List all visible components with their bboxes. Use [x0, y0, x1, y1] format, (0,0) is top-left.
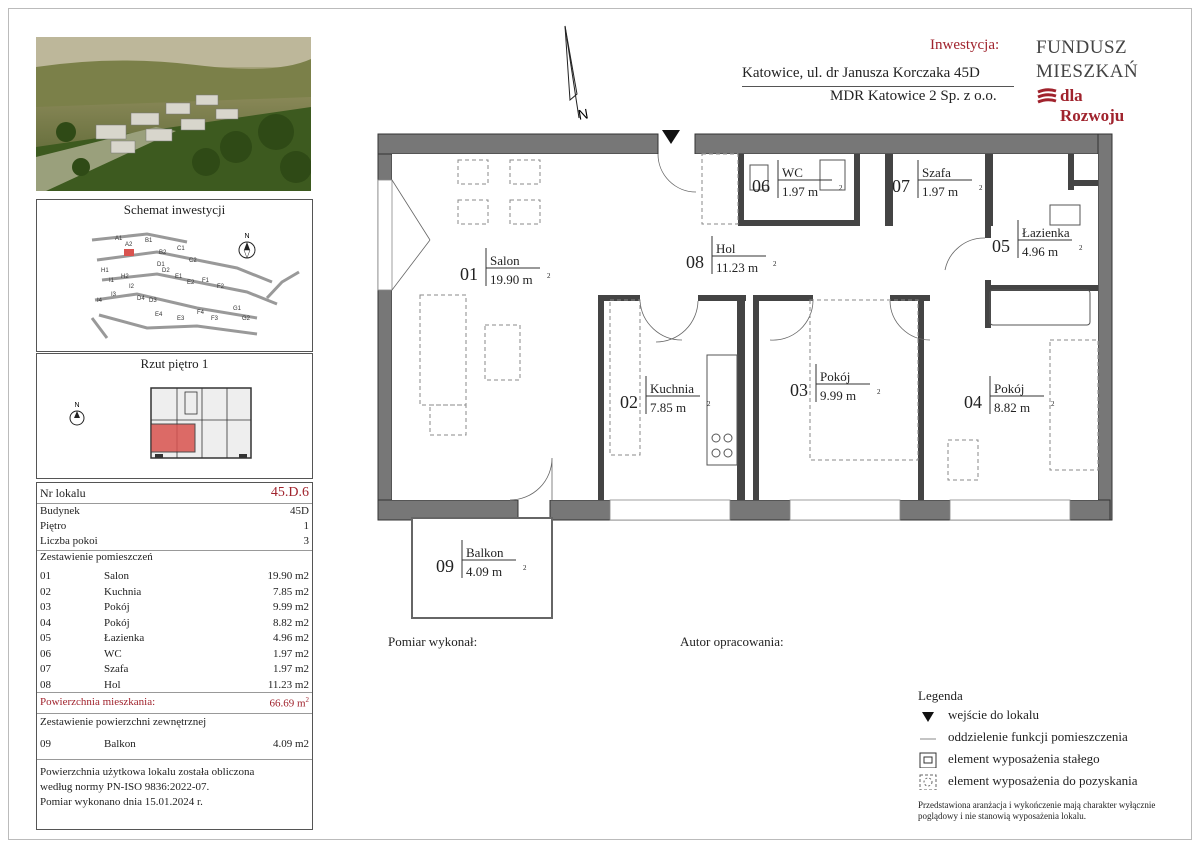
scheme-building-label: G2: [242, 316, 251, 322]
scheme-building-label: E1: [175, 274, 183, 280]
svg-text:Łazienka: Łazienka: [1022, 225, 1070, 240]
disclaimer-line-1: Przedstawiona aranżacja i wykończenie mają charakter wyłącznie: [918, 800, 1156, 810]
svg-text:2: 2: [523, 564, 527, 572]
unit-value: 45.D.6: [270, 485, 309, 500]
scheme-building-label: E3: [177, 316, 185, 322]
scheme-building-label: F3: [211, 316, 219, 322]
scheme-building-label: B1: [145, 238, 153, 244]
floor-title: Rzut piętro 1: [140, 356, 209, 371]
north-arrow-icon: [548, 22, 598, 126]
total-area-label: Powierzchnia mieszkania:: [40, 696, 156, 708]
legend: [918, 688, 1168, 822]
entrance-triangle-icon: [918, 708, 938, 724]
rooms-count-label: Liczba pokoi: [40, 535, 98, 547]
author-label: Autor opracowania:: [680, 634, 784, 649]
ext-room-row: 09 Balkon 4.09 m2: [40, 738, 309, 750]
scheme-building-label: H2: [121, 274, 129, 280]
svg-text:N: N: [74, 402, 80, 409]
apartment-floor-plan: [370, 120, 1120, 630]
floor-value: 1: [303, 520, 309, 532]
legend-item-divider: oddzielenie funkcji pomieszczenia: [918, 728, 1168, 750]
investment-scheme-panel: [36, 199, 313, 352]
investment-company: MDR Katowice 2 Sp. z o.o.: [830, 88, 997, 104]
logo-stripes-icon: [1036, 88, 1058, 104]
svg-text:1.97 m: 1.97 m: [922, 184, 959, 199]
scheme-building-label: I4: [97, 298, 103, 304]
floor-north-arrow-icon: [70, 402, 84, 425]
scheme-building-label: I2: [129, 284, 135, 290]
svg-text:2: 2: [877, 388, 881, 396]
svg-text:9.99 m: 9.99 m: [820, 388, 857, 403]
floor-key-plan: [37, 374, 312, 478]
svg-text:03: 03: [790, 380, 808, 400]
svg-text:2: 2: [1079, 244, 1083, 252]
svg-text:8.82 m: 8.82 m: [994, 400, 1031, 415]
optional-equipment-icon: [918, 774, 938, 790]
svg-text:2: 2: [773, 260, 777, 268]
measured-by-label: Pomiar wykonał:: [388, 634, 478, 649]
room-row: 04 Pokój 8.82 m2: [40, 616, 309, 629]
scheme-building-label: F1: [202, 278, 210, 284]
rooms-count-value: 3: [303, 535, 309, 547]
scheme-building-label: E2: [187, 280, 195, 286]
function-divider-line-icon: [918, 730, 938, 746]
scheme-north-arrow-icon: [239, 233, 255, 258]
note-line-2: według normy PN-ISO 9836:2022-07.: [40, 781, 210, 793]
svg-text:02: 02: [620, 392, 638, 412]
investment-address: Katowice, ul. dr Janusza Korczaka 45D: [742, 65, 980, 81]
svg-text:07: 07: [892, 176, 910, 196]
scheme-building-label: I3: [111, 292, 117, 298]
disclaimer-line-2: poglądowy i nie stanowią wyposażenia lokalu.: [918, 811, 1086, 821]
svg-text:2: 2: [547, 272, 551, 280]
legend-item-entrance: wejście do lokalu: [918, 706, 1168, 728]
svg-text:4.09 m: 4.09 m: [466, 564, 503, 579]
legend-item-optional: element wyposażenia do pozyskania: [918, 772, 1168, 794]
aerial-render-image: [36, 37, 311, 191]
note-line-1: Powierzchnia użytkowa lokalu została obliczona: [40, 766, 255, 778]
svg-text:19.90 m: 19.90 m: [490, 272, 533, 287]
room-row: 08 Hol 11.23 m2: [40, 678, 309, 691]
svg-text:09: 09: [436, 556, 454, 576]
north-label: N: [576, 105, 590, 123]
legend-item-fixed: element wyposażenia stałego: [918, 750, 1168, 772]
scheme-building-label: E4: [155, 312, 163, 318]
room-row: 06 WC 1.97 m2: [40, 647, 309, 660]
unit-info-table: [36, 482, 313, 830]
fundusz-logo: FUNDUSZ MIESZKAŃ dla Rozwoju: [1036, 37, 1139, 125]
room-row: 05 Łazienka 4.96 m2: [40, 632, 309, 644]
floor-plan-panel: [36, 353, 313, 479]
scheme-building-label: A2: [125, 242, 133, 248]
svg-text:11.23 m: 11.23 m: [716, 260, 759, 275]
scheme-building-label: D3: [149, 298, 157, 304]
svg-text:08: 08: [686, 252, 704, 272]
svg-text:Pokój: Pokój: [820, 369, 851, 384]
scheme-building-label: D2: [162, 268, 170, 274]
ext-heading: Zestawienie powierzchni zewnętrznej: [40, 716, 207, 728]
room-row: 02 Kuchnia 7.85 m2: [40, 585, 309, 598]
svg-text:Hol: Hol: [716, 241, 736, 256]
svg-text:WC: WC: [782, 165, 803, 180]
floor-label: Piętro: [40, 520, 67, 532]
svg-text:N: N: [244, 233, 250, 240]
legend-title: Legenda: [918, 688, 963, 703]
svg-text:4.96 m: 4.96 m: [1022, 244, 1059, 259]
svg-text:2: 2: [979, 184, 983, 192]
svg-text:06: 06: [752, 176, 770, 196]
total-area-value: 66.69 $m^2$: [269, 696, 309, 710]
scheme-building-label: D1: [157, 262, 165, 268]
rooms-heading: Zestawienie pomieszczeń: [40, 551, 153, 563]
svg-text:05: 05: [992, 236, 1010, 256]
scheme-building-label: H1: [101, 268, 109, 274]
svg-text:04: 04: [964, 392, 982, 412]
building-label: Budynek: [40, 505, 80, 517]
svg-text:2: 2: [839, 184, 843, 192]
scheme-building-label: G1: [233, 306, 242, 312]
svg-text:Pokój: Pokój: [994, 381, 1025, 396]
building-value: 45D: [290, 505, 309, 517]
scheme-building-label: B2: [159, 250, 167, 256]
note-line-3: Pomiar wykonano dnia 15.01.2024 r.: [40, 796, 203, 808]
site-scheme-map: [37, 220, 312, 350]
scheme-building-label: F2: [217, 284, 225, 290]
scheme-building-label: I1: [109, 278, 115, 284]
scheme-building-label: A1: [115, 236, 123, 242]
room-row: 01 Salon 19.90 m2: [40, 570, 309, 582]
fixed-equipment-icon: [918, 752, 938, 768]
svg-text:01: 01: [460, 264, 478, 284]
scheme-building-label: D4: [137, 296, 145, 302]
scheme-building-label: C2: [189, 258, 197, 264]
svg-text:1.97 m: 1.97 m: [782, 184, 819, 199]
svg-text:Szafa: Szafa: [922, 165, 951, 180]
svg-text:Kuchnia: Kuchnia: [650, 381, 695, 396]
scheme-title: Schemat inwestycji: [123, 202, 226, 217]
scheme-building-label: C1: [177, 246, 185, 252]
room-row: 03 Pokój 9.99 m2: [40, 601, 309, 613]
entrance-triangle-icon: [662, 130, 680, 144]
svg-text:2: 2: [1051, 400, 1055, 408]
room-row: 07 Szafa 1.97 m2: [40, 663, 309, 675]
svg-text:2: 2: [707, 400, 711, 408]
svg-text:Balkon: Balkon: [466, 545, 504, 560]
unit-label: Nr lokalu: [40, 486, 86, 500]
svg-text:Salon: Salon: [490, 253, 520, 268]
investment-label: Inwestycja:: [930, 37, 1000, 53]
svg-text:7.85 m: 7.85 m: [650, 400, 687, 415]
scheme-building-label: F4: [197, 310, 205, 316]
